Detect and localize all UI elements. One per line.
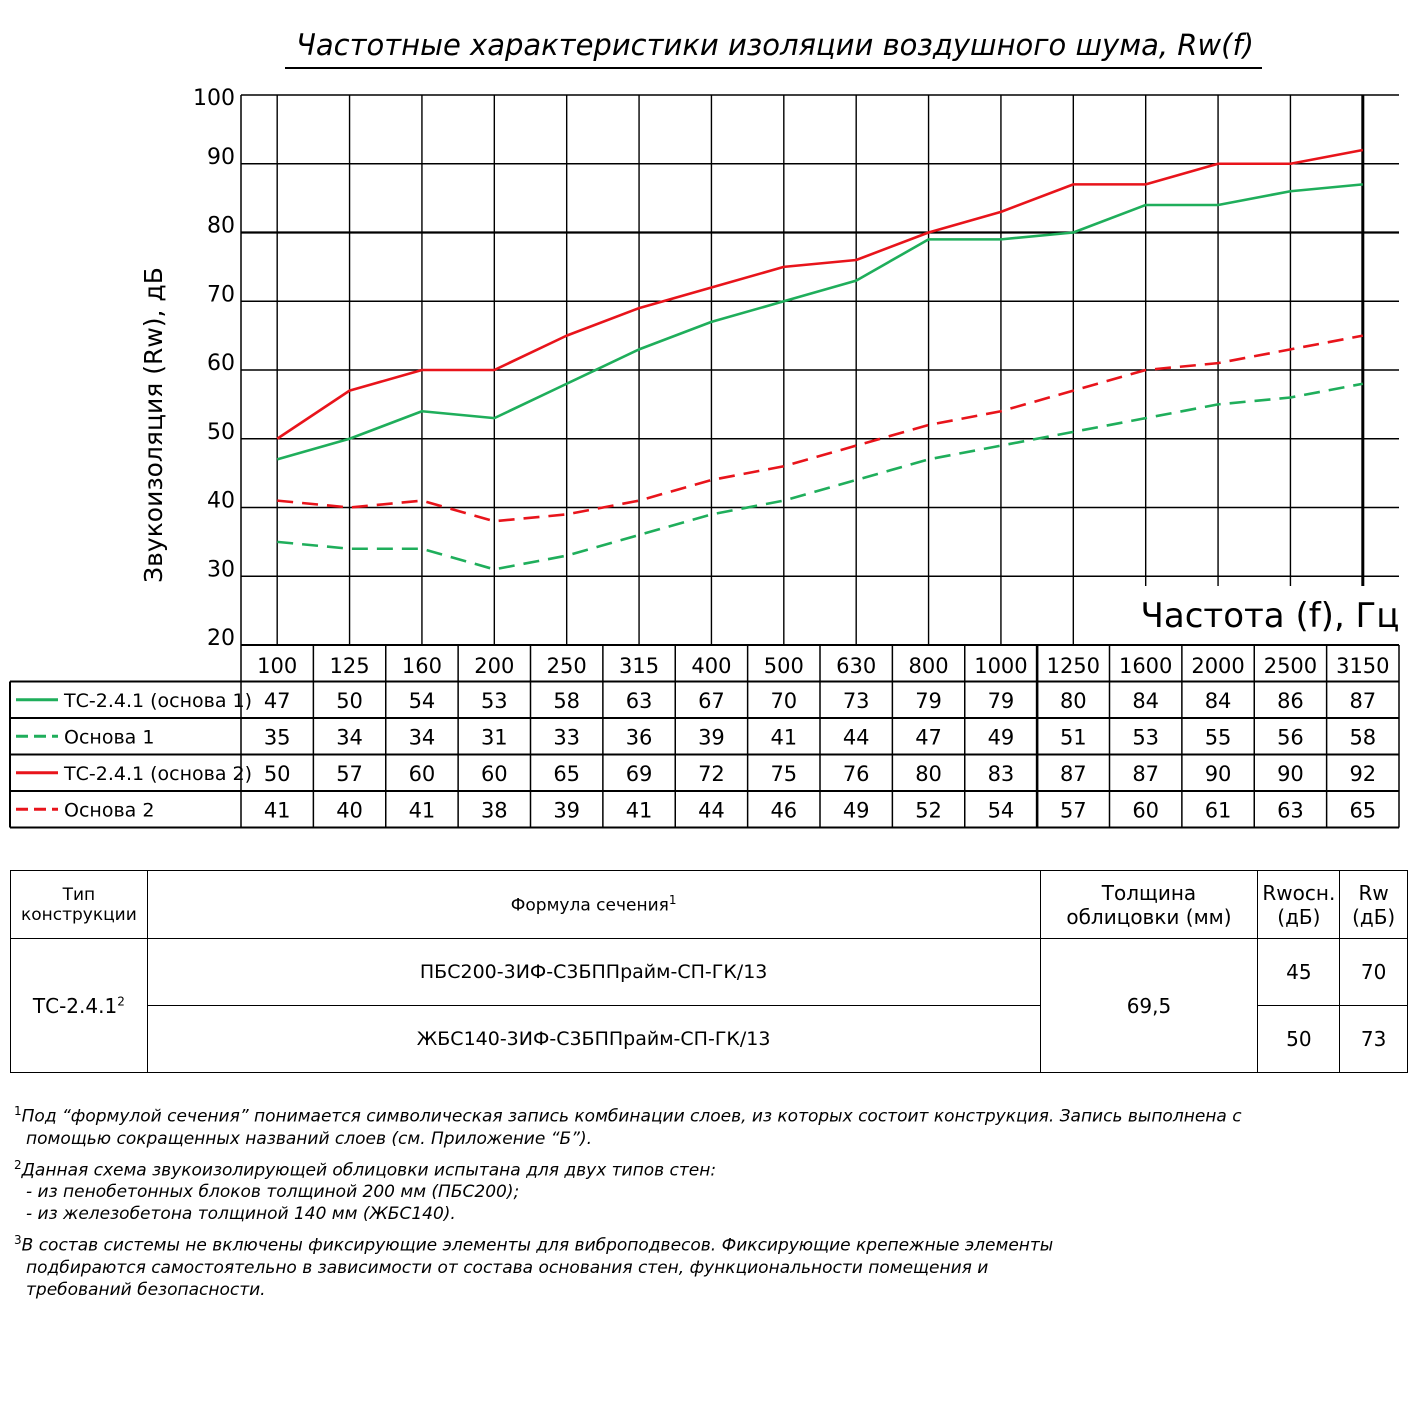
y-tick-labels bbox=[193, 86, 235, 651]
table-value: 54 bbox=[408, 688, 436, 713]
table-value: 53 bbox=[1132, 725, 1160, 750]
table-value: 87 bbox=[1349, 688, 1377, 713]
header-rw: Rw (дБ) bbox=[1340, 871, 1408, 939]
table-value: 63 bbox=[1277, 798, 1304, 823]
table-value: 47 bbox=[263, 688, 291, 713]
table-value: 41 bbox=[408, 798, 436, 823]
table-value: 39 bbox=[698, 725, 725, 750]
table-value: 80 bbox=[1059, 688, 1087, 713]
table-value: 49 bbox=[842, 798, 870, 823]
table-value: 33 bbox=[553, 725, 581, 750]
series-line bbox=[277, 150, 1363, 439]
table-value: 58 bbox=[553, 688, 581, 713]
table-value: 50 bbox=[263, 761, 291, 786]
y-tick-label: 40 bbox=[207, 488, 235, 514]
x-tick-label: 2000 bbox=[1191, 654, 1245, 678]
x-tick-label: 3150 bbox=[1336, 654, 1390, 678]
table-value: 41 bbox=[770, 725, 798, 750]
x-tick-label: 500 bbox=[763, 654, 804, 678]
table-value: 83 bbox=[987, 761, 1015, 786]
series-lines bbox=[277, 150, 1363, 569]
table-value: 76 bbox=[842, 761, 870, 786]
table-value: 84 bbox=[1132, 688, 1160, 713]
y-tick-label: 80 bbox=[207, 213, 235, 239]
rw-base-row-1: 45 bbox=[1258, 939, 1340, 1006]
x-tick-label: 630 bbox=[836, 654, 877, 678]
table-value: 73 bbox=[842, 688, 870, 713]
series-line bbox=[277, 184, 1363, 459]
table-value: 87 bbox=[1132, 761, 1160, 786]
table-value: 36 bbox=[625, 725, 653, 750]
x-tick-label: 400 bbox=[691, 654, 732, 678]
table-value: 80 bbox=[915, 761, 942, 786]
data-table bbox=[10, 645, 1399, 828]
x-tick-label: 160 bbox=[401, 654, 442, 678]
x-tick-label: 800 bbox=[908, 654, 949, 678]
table-value: 31 bbox=[480, 725, 508, 750]
table-value: 40 bbox=[336, 798, 363, 823]
x-tick-label: 100 bbox=[257, 654, 298, 678]
table-value: 56 bbox=[1277, 725, 1304, 750]
grid bbox=[241, 95, 1399, 645]
table-value: 87 bbox=[1059, 761, 1087, 786]
table-value: 69 bbox=[625, 761, 653, 786]
y-tick-label: 90 bbox=[207, 144, 235, 170]
table-value: 60 bbox=[408, 761, 436, 786]
table-value: 44 bbox=[698, 798, 725, 823]
header-rw-base: Rwосн. (дБ) bbox=[1258, 871, 1340, 939]
y-tick-label: 50 bbox=[207, 419, 235, 445]
table-value: 57 bbox=[1059, 798, 1087, 823]
spec-table bbox=[10, 870, 1408, 1073]
formula-row-2: ЖБС140-3ИФ-С3БППрайм-СП-ГК/13 bbox=[147, 1006, 1040, 1073]
rw-row-1: 70 bbox=[1340, 939, 1408, 1006]
y-tick-label: 100 bbox=[193, 86, 235, 111]
header-thickness: Толщина облицовки (мм) bbox=[1040, 871, 1258, 939]
table-value: 41 bbox=[625, 798, 653, 823]
legend-label: Основа 1 bbox=[64, 726, 155, 749]
table-value: 72 bbox=[698, 761, 725, 786]
rw-base-row-2: 50 bbox=[1258, 1006, 1340, 1073]
footnote-1: $^1$Под “формулой сечения” понимается символическая запись комбинации слоев, из которых состоит конструкция. Запись выполнена с помощью сокращенных названий слоев (см. Приложение “Б”). bbox=[14, 1104, 1242, 1149]
table-value: 67 bbox=[698, 688, 725, 713]
table-value: 34 bbox=[336, 725, 363, 750]
table-value: 39 bbox=[553, 798, 581, 823]
table-value: 75 bbox=[770, 761, 798, 786]
series-line bbox=[277, 336, 1363, 522]
table-value: 60 bbox=[1132, 798, 1160, 823]
table-value: 55 bbox=[1204, 725, 1232, 750]
table-value: 44 bbox=[842, 725, 870, 750]
header-formula: Формула сечения$^1$ bbox=[147, 871, 1040, 939]
x-axis-label: Частота (f), Гц bbox=[1140, 596, 1400, 636]
footnotes bbox=[14, 1100, 1414, 1305]
table-value: 86 bbox=[1277, 688, 1304, 713]
legend-label: Основа 2 bbox=[64, 799, 155, 822]
table-value: 50 bbox=[336, 688, 363, 713]
table-value: 51 bbox=[1059, 725, 1087, 750]
y-axis-label: Звукоизоляция (Rw), дБ bbox=[139, 267, 168, 583]
footnote-3: $^3$В состав системы не включены фиксирующие элементы для виброподвесов. Фиксирующие крепежные элементы подбираются самостоятельно в зависимости от состава основания стен, функциональности помещения и требований безопасности. bbox=[14, 1233, 1054, 1300]
table-value: 61 bbox=[1204, 798, 1232, 823]
y-tick-label: 20 bbox=[207, 626, 235, 651]
table-value: 63 bbox=[625, 688, 653, 713]
table-value: 70 bbox=[770, 688, 798, 713]
x-tick-label: 250 bbox=[546, 654, 587, 678]
thickness-cell: 69,5 bbox=[1040, 939, 1258, 1073]
legend-label: ТС-2.4.1 (основа 1) bbox=[64, 689, 253, 712]
table-value: 65 bbox=[1349, 798, 1377, 823]
table-value: 58 bbox=[1349, 725, 1377, 750]
table-value: 38 bbox=[480, 798, 508, 823]
x-tick-label: 1250 bbox=[1046, 654, 1101, 678]
table-value: 65 bbox=[553, 761, 581, 786]
x-tick-label: 1600 bbox=[1118, 654, 1173, 678]
table-value: 90 bbox=[1204, 761, 1232, 786]
y-tick-label: 30 bbox=[207, 557, 235, 583]
table-value: 47 bbox=[915, 725, 942, 750]
y-tick-label: 70 bbox=[207, 282, 235, 308]
formula-row-1: ПБС200-3ИФ-С3БППрайм-СП-ГК/13 bbox=[147, 939, 1040, 1006]
x-tick-label: 315 bbox=[619, 654, 660, 678]
x-tick-label: 1000 bbox=[974, 654, 1028, 678]
table-value: 49 bbox=[987, 725, 1015, 750]
table-value: 84 bbox=[1204, 688, 1232, 713]
chart-title: Частотные характеристики изоляции воздушного шума, Rw(f) bbox=[296, 28, 1254, 62]
rw-row-2: 73 bbox=[1340, 1006, 1408, 1073]
type-cell: ТС-2.4.1$^2$ bbox=[11, 939, 148, 1073]
footnote-2: $^2$Данная схема звукоизолирующей облицовки испытана для двух типов стен: - из пенобетонных блоков толщиной 200 мм (ПБС200); - из железобетона толщиной 140 мм (ЖБС140). bbox=[14, 1157, 717, 1225]
y-tick-label: 60 bbox=[207, 351, 235, 376]
legend-label: ТС-2.4.1 (основа 2) bbox=[64, 762, 253, 785]
table-value: 79 bbox=[915, 688, 942, 713]
table-value: 57 bbox=[336, 761, 363, 786]
x-tick-label: 125 bbox=[329, 654, 370, 678]
table-value: 92 bbox=[1349, 761, 1377, 786]
table-value: 35 bbox=[263, 725, 291, 750]
series-line bbox=[277, 384, 1363, 570]
table-value: 90 bbox=[1277, 761, 1304, 786]
table-value: 54 bbox=[987, 798, 1015, 823]
table-value: 79 bbox=[987, 688, 1015, 713]
header-type: Тип конструкции bbox=[11, 871, 148, 939]
table-value: 52 bbox=[915, 798, 942, 823]
table-value: 34 bbox=[408, 725, 436, 750]
x-tick-label: 200 bbox=[474, 654, 515, 678]
table-value: 53 bbox=[480, 688, 508, 713]
table-value: 60 bbox=[480, 761, 508, 786]
table-value: 46 bbox=[770, 798, 798, 823]
table-value: 41 bbox=[263, 798, 291, 823]
x-tick-label: 2500 bbox=[1263, 654, 1318, 678]
